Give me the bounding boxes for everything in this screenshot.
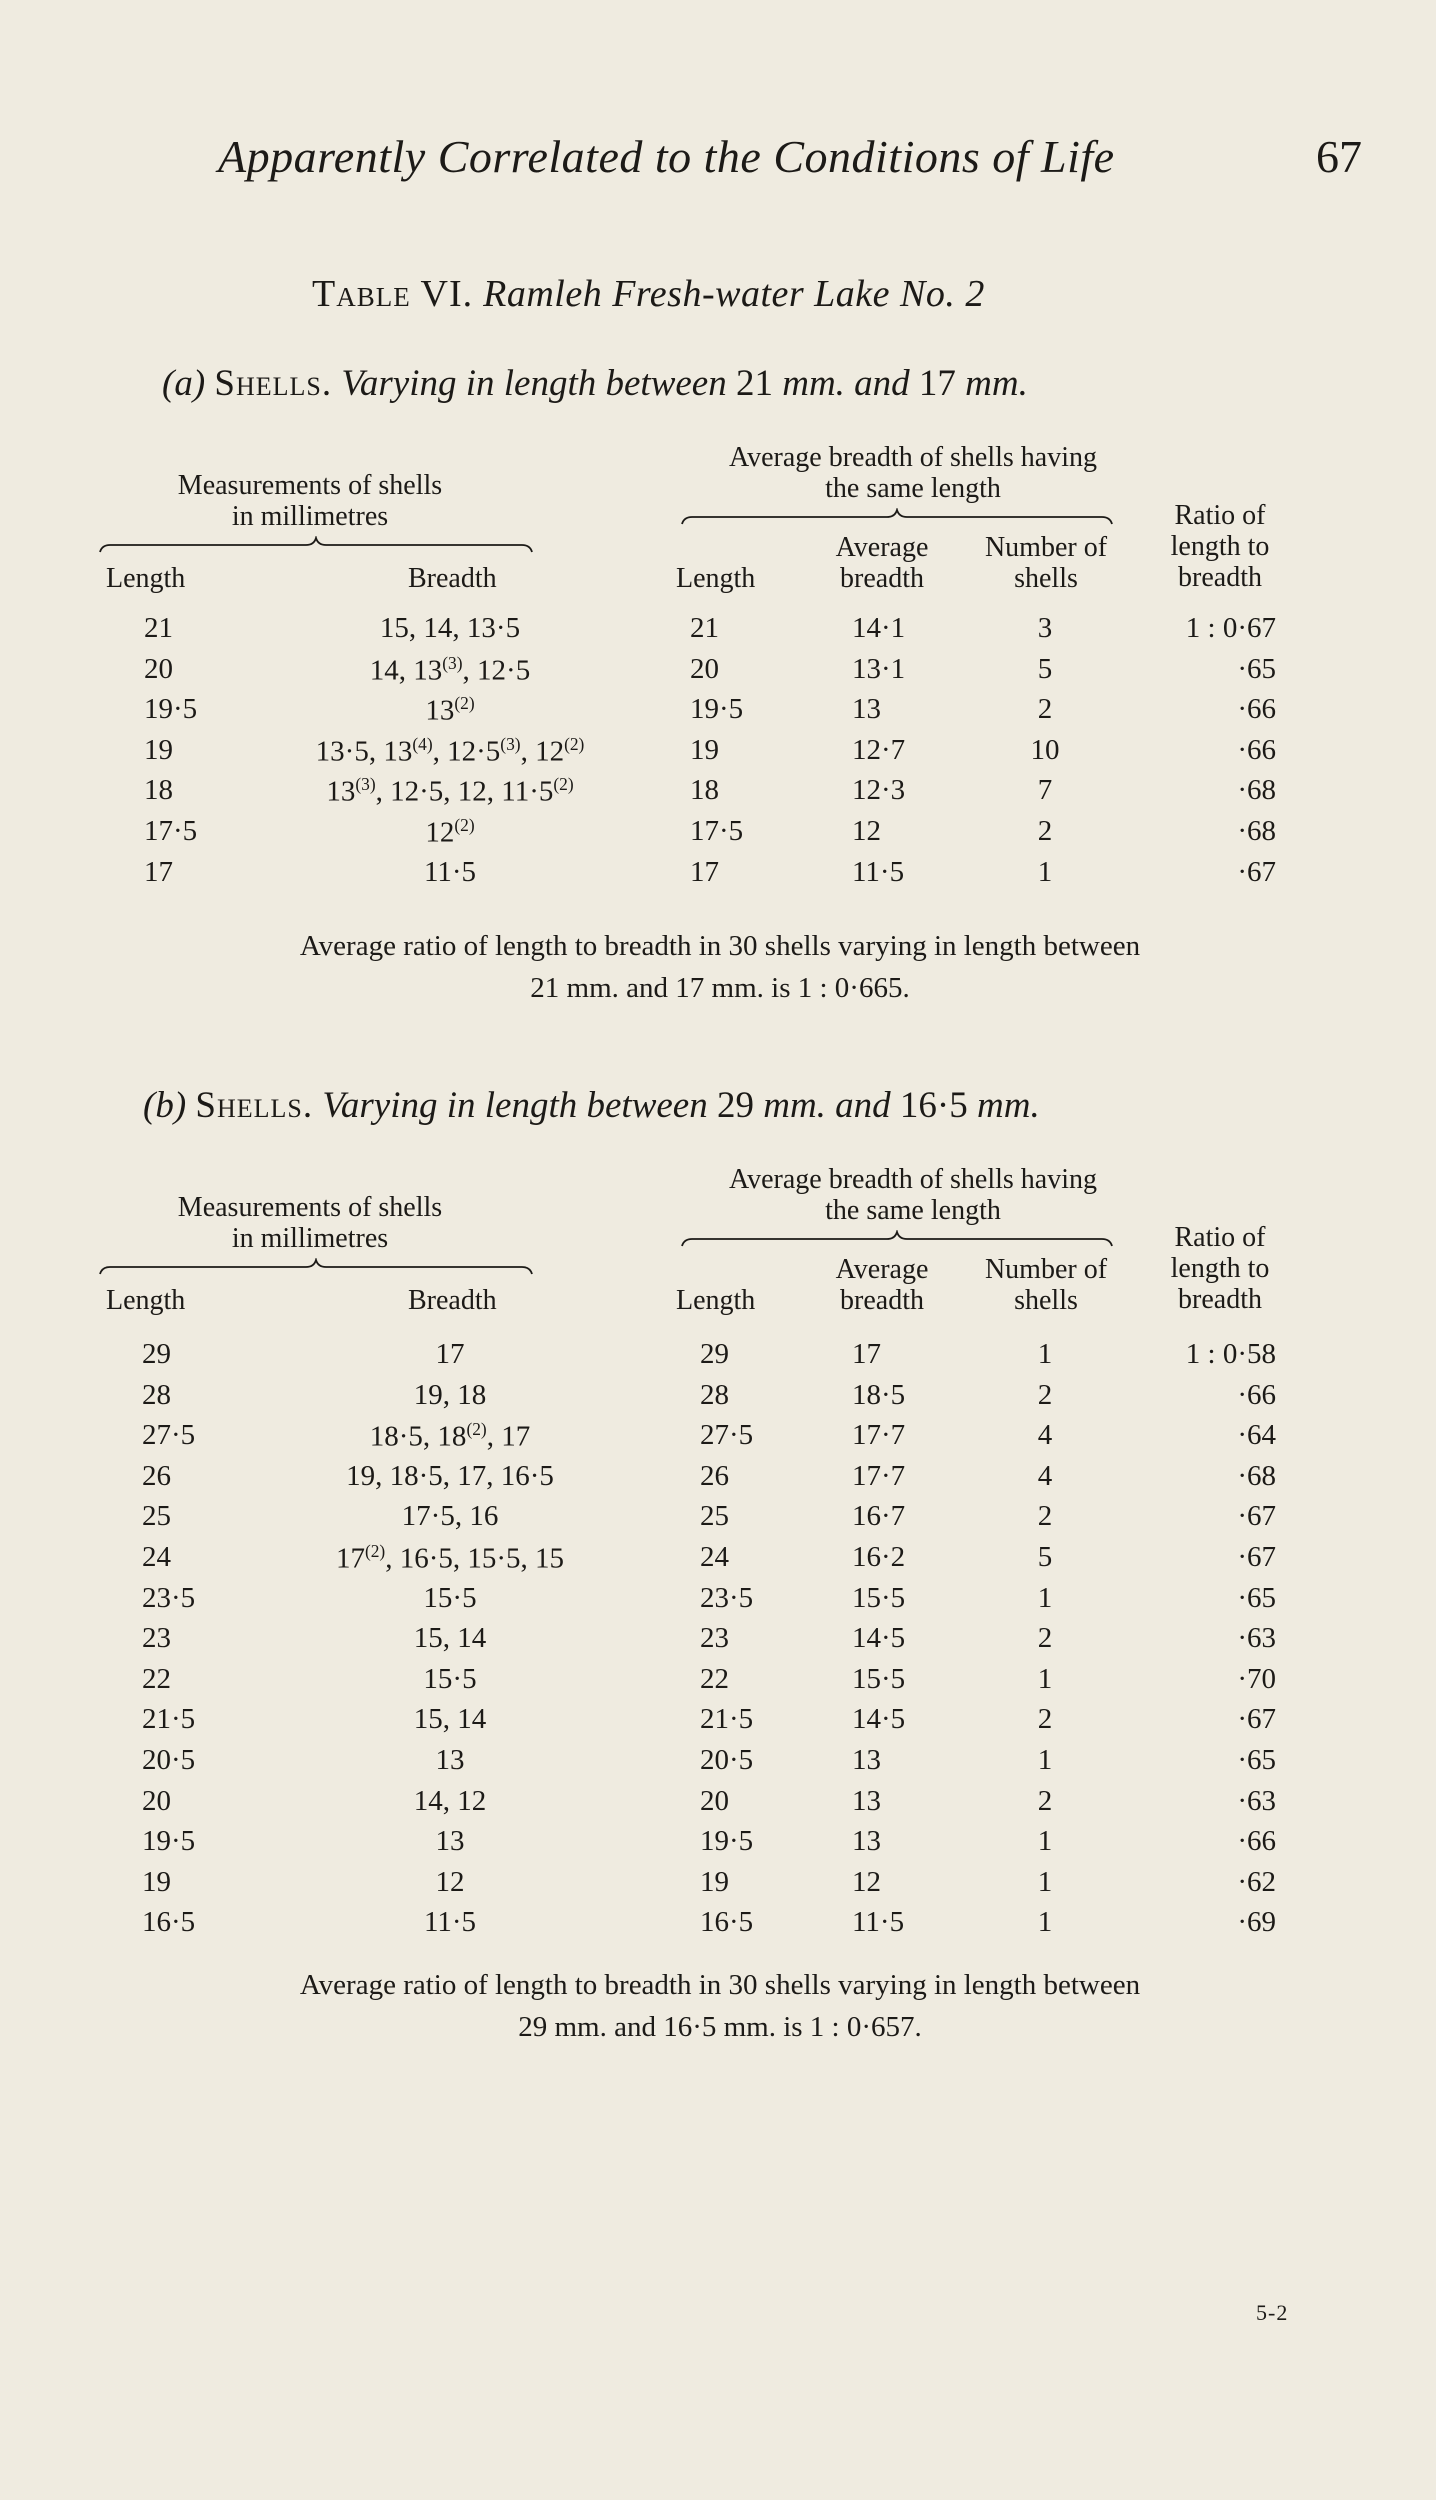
number-line-1: Number of (984, 532, 1108, 563)
length-cell: 19·5 (144, 693, 198, 726)
number-cell: 1 (1037, 1338, 1053, 1370)
length-cell-2: 21 (690, 612, 719, 644)
ratio-line-3: breadth (1178, 562, 1262, 593)
ratio-cell: ·63 (1237, 1784, 1276, 1817)
section-a-label: (a) (162, 363, 206, 404)
length-header-2: Length (676, 563, 756, 594)
footer-mark: 5-2 (1256, 2300, 1289, 2325)
length-cell-2: 23·5 (700, 1581, 754, 1614)
length-cell: 19 (144, 733, 173, 766)
length-header: Length (106, 563, 186, 594)
length-cell: 18 (144, 774, 173, 807)
breadth-cell: 17$^{(2)}$, 16·5, 15·5, 15 (335, 1541, 565, 1575)
table-title-text: Ramleh Fresh-water Lake No. 2 (483, 273, 985, 315)
ratio-line-2: length to (1170, 1253, 1270, 1284)
length-cell-2: 29 (700, 1338, 729, 1370)
section-b-desc: Varying in length between (322, 1085, 708, 1126)
breadth-cell: 15, 14 (413, 1703, 487, 1736)
average-brace (680, 508, 1114, 526)
average-header (668, 442, 1158, 504)
ratio-cell: ·65 (1237, 652, 1276, 685)
number-cell: 5 (1037, 1541, 1053, 1573)
length-cell-2: 18 (690, 774, 719, 807)
length-cell-2: 19·5 (690, 693, 744, 726)
avg-breadth-cell: 12 (852, 1865, 881, 1898)
ratio-cell: ·68 (1237, 815, 1276, 847)
measurements-line-1: Measurements of shells (177, 470, 443, 501)
breadth-cell: 15·5 (423, 1581, 477, 1614)
avg-breadth-line-1: Average (835, 532, 929, 563)
ratio-cell: ·62 (1237, 1865, 1276, 1898)
length-cell: 20 (142, 1784, 171, 1817)
breadth-cell: 12$^{(2)}$ (425, 815, 475, 849)
average-brace (680, 1230, 1114, 1248)
running-title: Apparently Correlated to the Conditions of Life (218, 131, 1115, 182)
ratio-cell: ·67 (1237, 1500, 1276, 1533)
ratio-cell: ·65 (1237, 1581, 1276, 1614)
number-cell: 10 (1030, 733, 1060, 766)
ratio-cell: ·64 (1237, 1419, 1276, 1452)
breadth-cell: 13 (435, 1825, 465, 1858)
avg-breadth-header (812, 532, 952, 594)
section-a-to: 17 (918, 363, 956, 404)
measurements-line-2: in millimetres (231, 1223, 389, 1254)
ratio-line-3: breadth (1178, 1284, 1262, 1315)
section-b-name: Shells. (195, 1085, 314, 1126)
measurements-line-2: in millimetres (231, 501, 389, 532)
length-cell-2: 25 (700, 1500, 729, 1533)
ratio-cell: ·66 (1237, 1378, 1276, 1411)
average-ratio-note-line-1: Average ratio of length to breadth in 30 shells varying in length between (299, 930, 1141, 963)
number-line-2: shells (1014, 1285, 1078, 1316)
avg-breadth-cell: 17·7 (852, 1419, 906, 1452)
length-cell: 19 (142, 1865, 171, 1898)
length-cell: 20·5 (142, 1744, 196, 1776)
avg-breadth-cell: 17·7 (852, 1459, 906, 1492)
breadth-cell: 13·5, 13$^{(4)}$, $12\cdot 5^{(3)}$, 12$^{(2)}$ (315, 733, 585, 768)
average-line-1: Average breadth of shells having (728, 1164, 1098, 1195)
section-a-desc: Varying in length between (341, 363, 727, 404)
length-cell: 26 (142, 1459, 171, 1492)
ratio-cell: ·69 (1237, 1906, 1276, 1939)
ratio-cell: ·67 (1237, 855, 1276, 888)
avg-breadth-line-1: Average (835, 1254, 929, 1285)
avg-breadth-cell: 11·5 (852, 1906, 905, 1939)
breadth-cell: 13$^{(2)}$ (425, 693, 475, 727)
number-cell: 2 (1037, 1378, 1053, 1411)
length-cell-2: 21·5 (700, 1703, 754, 1736)
length-cell-2: 17 (690, 855, 719, 888)
number-cell: 2 (1037, 1703, 1053, 1736)
average-line-1: Average breadth of shells having (728, 442, 1098, 473)
length-cell: 28 (142, 1378, 171, 1411)
number-header (966, 532, 1126, 594)
ratio-cell: 1 : 0·58 (1185, 1338, 1276, 1370)
breadth-cell: 11·5 (423, 855, 477, 888)
section-b-label: (b) (143, 1085, 187, 1126)
number-cell: 4 (1037, 1419, 1053, 1452)
avg-breadth-cell: 13·1 (852, 652, 906, 685)
length-cell-2: 28 (700, 1378, 729, 1411)
breadth-cell: 17·5, 16 (401, 1500, 499, 1533)
ratio-header (1140, 1222, 1300, 1315)
breadth-cell: 12 (435, 1865, 465, 1898)
avg-breadth-cell: 12·7 (852, 733, 906, 766)
average-line-2: the same length (825, 1195, 1001, 1226)
number-cell: 2 (1037, 1622, 1053, 1655)
number-cell: 1 (1037, 1825, 1053, 1858)
breadth-header: Breadth (408, 563, 497, 594)
breadth-cell: 19, 18·5, 17, 16·5 (346, 1459, 554, 1492)
length-cell-2: 27·5 (700, 1419, 754, 1452)
ratio-line-1: Ratio of (1174, 1222, 1266, 1253)
ratio-cell: ·68 (1237, 1459, 1276, 1492)
length-cell-2: 23 (700, 1622, 729, 1655)
breadth-cell: 14, 13$^{(3)}$, 12·5 (369, 652, 531, 687)
number-line-2: shells (1014, 563, 1078, 594)
ratio-cell: 1 : 0·67 (1185, 612, 1276, 644)
ratio-cell: ·65 (1237, 1744, 1276, 1776)
length-cell: 22 (142, 1662, 171, 1695)
number-cell: 1 (1037, 1662, 1053, 1695)
number-cell: 2 (1037, 815, 1053, 847)
length-cell: 29 (142, 1338, 171, 1370)
number-cell: 2 (1037, 1784, 1053, 1817)
length-header: Length (106, 1285, 186, 1316)
avg-breadth-cell: 13 (852, 1825, 881, 1858)
breadth-cell: 15, 14, 13·5 (379, 612, 521, 644)
length-cell: 23 (142, 1622, 171, 1655)
number-cell: 1 (1037, 1906, 1053, 1939)
length-cell: 23·5 (142, 1581, 196, 1614)
avg-breadth-cell: 18·5 (852, 1378, 906, 1411)
length-cell: 20 (144, 652, 173, 685)
ratio-cell: ·66 (1237, 1825, 1276, 1858)
breadth-cell: 14, 12 (413, 1784, 487, 1817)
section-b-mid: mm. and (763, 1085, 891, 1126)
length-cell: 19·5 (142, 1825, 196, 1858)
length-cell-2: 19 (690, 733, 719, 766)
avg-breadth-cell: 15·5 (852, 1662, 906, 1695)
measurements-header (140, 470, 480, 532)
ratio-cell: ·67 (1237, 1703, 1276, 1736)
avg-breadth-line-2: breadth (840, 563, 924, 594)
breadth-cell: 18·5, 18$^{(2)}$, 17 (369, 1419, 531, 1453)
ratio-cell: ·66 (1237, 693, 1276, 726)
avg-breadth-cell: 17 (852, 1338, 881, 1370)
breadth-cell: 19, 18 (413, 1378, 487, 1411)
avg-breadth-cell: 13 (852, 1744, 881, 1776)
number-line-1: Number of (984, 1254, 1108, 1285)
number-cell: 5 (1037, 652, 1053, 685)
measurements-line-1: Measurements of shells (177, 1192, 443, 1223)
length-cell: 24 (142, 1541, 171, 1573)
average-ratio-note-line-2: 29 mm. and 16·5 mm. is 1 : 0·657. (518, 2011, 922, 2043)
average-ratio-note-line-2: 21 mm. and 17 mm. is 1 : 0·665. (530, 972, 910, 1005)
section-b-from: 29 (716, 1085, 754, 1126)
table-title (312, 272, 985, 316)
table-label: Table VI. (312, 273, 474, 315)
section-a-from: 21 (735, 363, 773, 404)
avg-breadth-cell: 14·1 (852, 612, 906, 644)
average-ratio-note-line-1: Average ratio of length to breadth in 30 shells varying in length between (299, 1969, 1141, 2001)
section-a-mid: mm. and (782, 363, 910, 404)
measurements-brace (98, 1258, 534, 1276)
length-cell-2: 26 (700, 1459, 729, 1492)
number-cell: 1 (1037, 855, 1053, 888)
avg-breadth-cell: 13 (852, 1784, 881, 1817)
length-cell-2: 19 (700, 1865, 729, 1898)
measurements-header (140, 1192, 480, 1254)
measurements-brace (98, 536, 534, 554)
number-cell: 2 (1037, 1500, 1053, 1533)
breadth-cell: 13 (435, 1744, 465, 1776)
length-cell: 16·5 (142, 1906, 196, 1939)
section-a-unit: mm. (965, 363, 1028, 404)
section-a-title (162, 362, 1028, 405)
avg-breadth-header (812, 1254, 952, 1316)
number-cell: 2 (1037, 693, 1053, 726)
length-cell-2: 20 (700, 1784, 729, 1817)
length-cell-2: 19·5 (700, 1825, 754, 1858)
length-cell-2: 20·5 (700, 1744, 754, 1776)
length-cell-2: 24 (700, 1541, 729, 1573)
avg-breadth-cell: 16·2 (852, 1541, 906, 1573)
breadth-cell: 11·5 (423, 1906, 477, 1939)
ratio-line-2: length to (1170, 531, 1270, 562)
number-cell: 4 (1037, 1459, 1053, 1492)
ratio-line-1: Ratio of (1174, 500, 1266, 531)
ratio-cell: ·66 (1237, 733, 1276, 766)
length-cell-2: 20 (690, 652, 719, 685)
number-header (966, 1254, 1126, 1316)
section-b-to: 16·5 (899, 1085, 968, 1126)
length-header-2: Length (676, 1285, 756, 1316)
average-header (668, 1164, 1158, 1226)
breadth-header: Breadth (408, 1285, 497, 1316)
average-line-2: the same length (825, 473, 1001, 504)
number-cell: 3 (1037, 612, 1053, 644)
number-cell: 1 (1037, 1581, 1053, 1614)
avg-breadth-cell: 16·7 (852, 1500, 906, 1533)
length-cell: 17 (144, 855, 173, 888)
breadth-cell: 17 (435, 1338, 465, 1370)
avg-breadth-cell: 12 (852, 815, 881, 847)
avg-breadth-cell: 11·5 (852, 855, 905, 888)
breadth-cell: 15·5 (423, 1662, 477, 1695)
number-cell: 7 (1037, 774, 1053, 807)
number-cell: 1 (1037, 1744, 1053, 1776)
section-a-name: Shells. (214, 363, 333, 404)
avg-breadth-cell: 14·5 (852, 1622, 906, 1655)
avg-breadth-cell: 15·5 (852, 1581, 906, 1614)
length-cell: 27·5 (142, 1419, 196, 1452)
breadth-cell: 15, 14 (413, 1622, 487, 1655)
section-b-title (143, 1084, 1040, 1127)
breadth-cell: 13$^{(3)}$, 12·5, 12, $11\cdot 5^{(2)}$ (326, 774, 574, 809)
ratio-cell: ·68 (1237, 774, 1276, 807)
ratio-cell: ·63 (1237, 1622, 1276, 1655)
length-cell-2: 22 (700, 1662, 729, 1695)
number-cell: 1 (1037, 1865, 1053, 1898)
length-cell-2: 16·5 (700, 1906, 754, 1939)
avg-breadth-cell: 13 (852, 693, 881, 726)
avg-breadth-cell: 12·3 (852, 774, 906, 807)
avg-breadth-cell: 14·5 (852, 1703, 906, 1736)
ratio-cell: ·67 (1237, 1541, 1276, 1573)
section-b-unit: mm. (977, 1085, 1040, 1126)
ratio-cell: ·70 (1237, 1662, 1276, 1695)
page-number: 67 (1316, 131, 1362, 182)
length-cell: 25 (142, 1500, 171, 1533)
length-cell: 21 (144, 612, 173, 644)
length-cell-2: 17·5 (690, 815, 744, 847)
length-cell: 21·5 (142, 1703, 196, 1736)
ratio-header (1140, 500, 1300, 593)
avg-breadth-line-2: breadth (840, 1285, 924, 1316)
length-cell: 17·5 (144, 815, 198, 847)
